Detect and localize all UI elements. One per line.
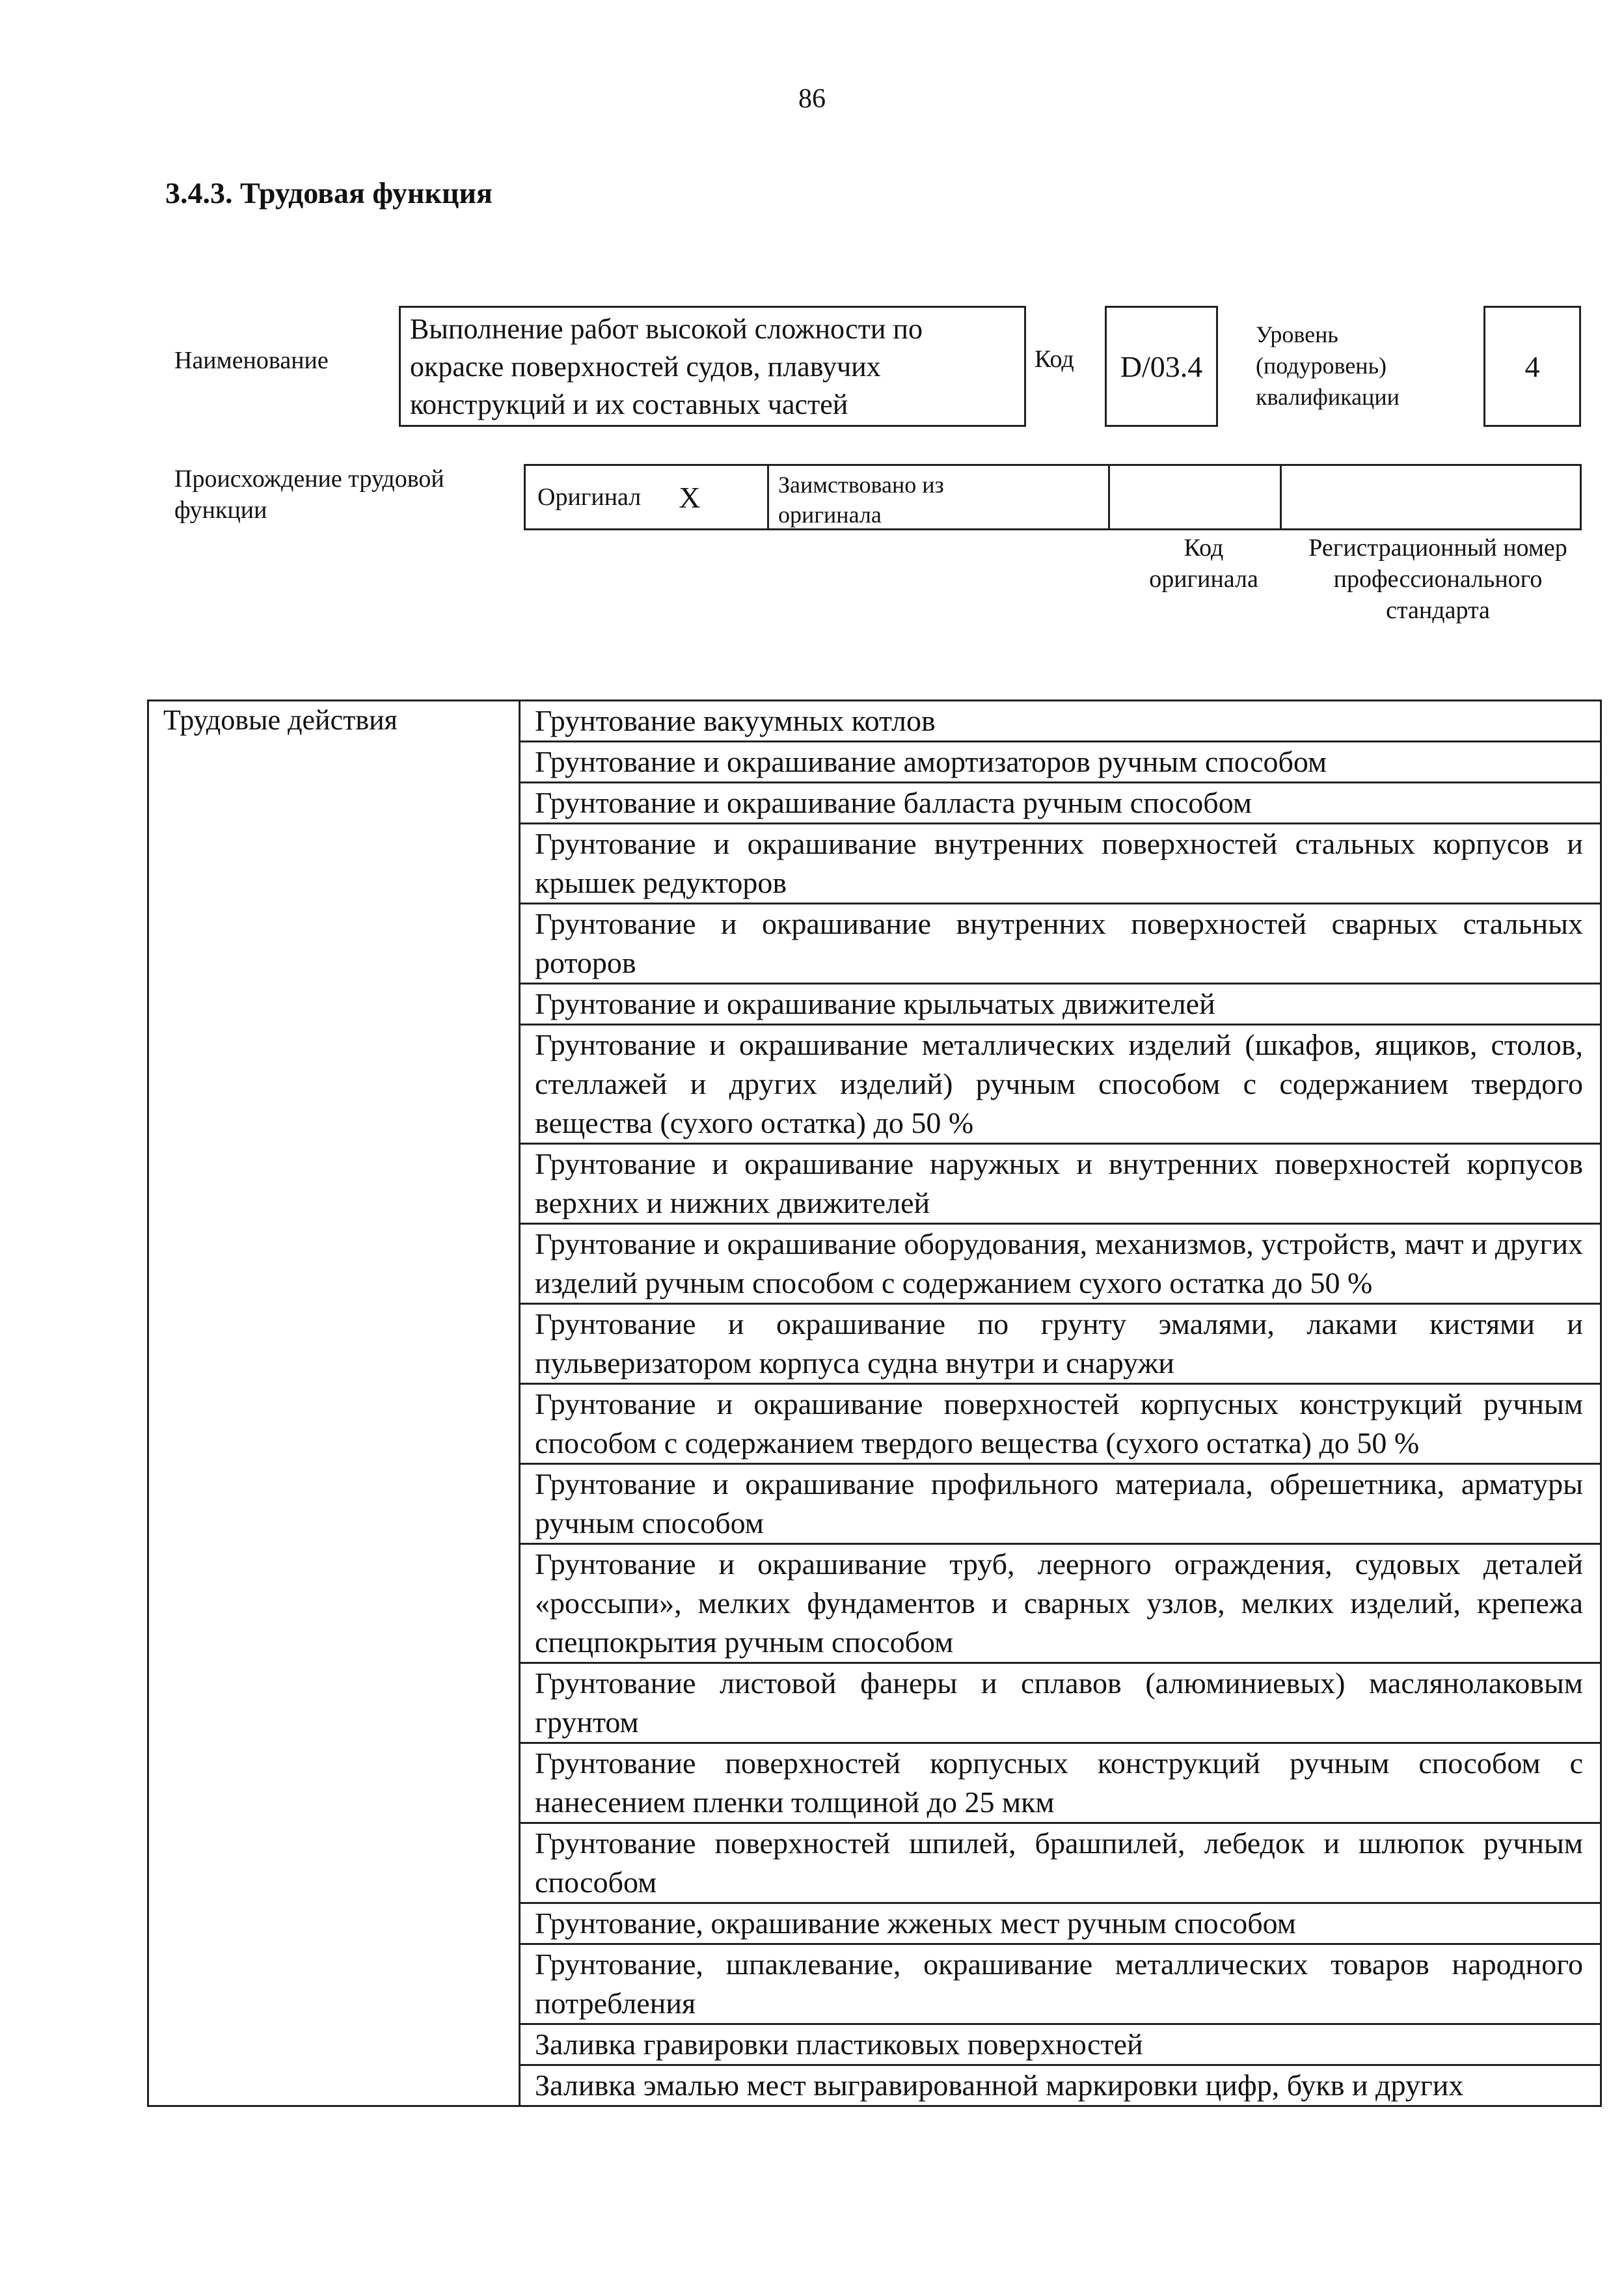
labor-action-item: Грунтование и окрашивание оборудования, механизмов, устройств, мачт и других изделий ручным способом с содержанием сухого остатка до 50 %: [520, 1224, 1601, 1304]
level-label: [1256, 319, 1400, 413]
level-box: [1483, 306, 1581, 427]
labor-action-item: Грунтование и окрашивание амортизаторов ручным способом: [520, 742, 1601, 783]
labor-action-item: Грунтование поверхностей шпилей, брашпилей, лебедок и шлюпок ручным способом: [520, 1823, 1601, 1903]
reg-number-caption: [1275, 532, 1601, 626]
labor-action-item: Грунтование, окрашивание жженых мест ручным способом: [520, 1903, 1601, 1944]
table-row: [148, 701, 1601, 742]
labor-action-item: Грунтование и окрашивание балласта ручным способом: [520, 783, 1601, 824]
labor-actions-table: [147, 700, 1602, 2107]
original-cell: [526, 466, 769, 528]
level-label-line1: Уровень: [1256, 321, 1338, 347]
labor-action-item: Грунтование и окрашивание металлических изделий (шкафов, ящиков, столов, стеллажей и других изделий) ручным способом с содержанием твердого вещества (сухого остатка) до 50 %: [520, 1025, 1601, 1144]
labor-action-item: Грунтование и окрашивание профильного материала, обрешетника, арматуры ручным способом: [520, 1464, 1601, 1544]
name-label: Наименование: [174, 347, 329, 374]
labor-action-item: Грунтование вакуумных котлов: [520, 701, 1601, 742]
labor-action-item: Заливка гравировки пластиковых поверхностей: [520, 2024, 1601, 2065]
labor-action-item: Грунтование и окрашивание труб, леерного ограждения, судовых деталей «россыпи», мелких фундаментов и сварных узлов, мелких изделий, крепежа спецпокрытия ручным способом: [520, 1544, 1601, 1663]
code-original-line1: Код: [1184, 534, 1224, 562]
labor-action-item: Грунтование и окрашивание поверхностей корпусных конструкций ручным способом с содержанием твердого вещества (сухого остатка) до 50 %: [520, 1384, 1601, 1464]
origin-label-line2: функции: [174, 496, 267, 524]
code-original-line2: оригинала: [1149, 565, 1258, 593]
labor-action-item: Грунтование и окрашивание внутренних поверхностей стальных корпусов и крышек редукторов: [520, 824, 1601, 904]
function-name-box: [399, 306, 1026, 427]
code-original-cell: [1110, 466, 1282, 528]
borrowed-label-line2: оригинала: [778, 502, 882, 528]
labor-action-item: Грунтование и окрашивание внутренних поверхностей сварных стальных роторов: [520, 904, 1601, 984]
original-label: Оригинал: [537, 483, 642, 511]
origin-row: [524, 464, 1582, 530]
origin-label: [174, 463, 444, 526]
labor-actions-header: Трудовые действия: [148, 701, 520, 2106]
reg-number-line1: Регистрационный номер: [1308, 534, 1567, 562]
origin-label-line1: Происхождение трудовой: [174, 465, 444, 493]
labor-action-item: Заливка эмалью мест выгравированной маркировки цифр, букв и других: [520, 2065, 1601, 2106]
labor-action-item: Грунтование и окрашивание наружных и внутренних поверхностей корпусов верхних и нижних движителей: [520, 1144, 1601, 1224]
code-original-caption: [1106, 532, 1301, 595]
labor-action-item: Грунтование листовой фанеры и сплавов (алюминиевых) маслянолаковым грунтом: [520, 1663, 1601, 1743]
code-box: [1105, 306, 1218, 427]
borrowed-label-line1: Заимствовано из: [778, 472, 944, 498]
labor-action-item: Грунтование и окрашивание по грунту эмалями, лаками кистями и пульверизатором корпуса судна внутри и снаружи: [520, 1304, 1601, 1384]
code-label: Код: [1035, 346, 1074, 373]
function-name: Выполнение работ высокой сложности по окраске поверхностей судов, плавучих конструкций и их составных частей: [410, 313, 923, 420]
level-value: 4: [1524, 349, 1540, 383]
section-title: 3.4.3. Трудовая функция: [165, 176, 493, 210]
original-mark: X: [679, 480, 701, 514]
code-value: D/03.4: [1120, 349, 1203, 383]
labor-action-item: Грунтование и окрашивание крыльчатых движителей: [520, 984, 1601, 1025]
level-label-line3: квалификации: [1256, 384, 1400, 410]
page-number: 86: [798, 84, 826, 114]
reg-number-line3: стандарта: [1386, 597, 1490, 624]
reg-number-cell: [1282, 466, 1580, 528]
labor-action-item: Грунтование поверхностей корпусных конструкций ручным способом с нанесением пленки толщиной до 25 мкм: [520, 1743, 1601, 1823]
borrowed-cell: [769, 466, 1110, 528]
labor-action-item: Грунтование, шпаклевание, окрашивание металлических товаров народного потребления: [520, 1944, 1601, 2024]
reg-number-line2: профессионального: [1333, 565, 1543, 593]
level-label-line2: (подуровень): [1256, 353, 1387, 379]
